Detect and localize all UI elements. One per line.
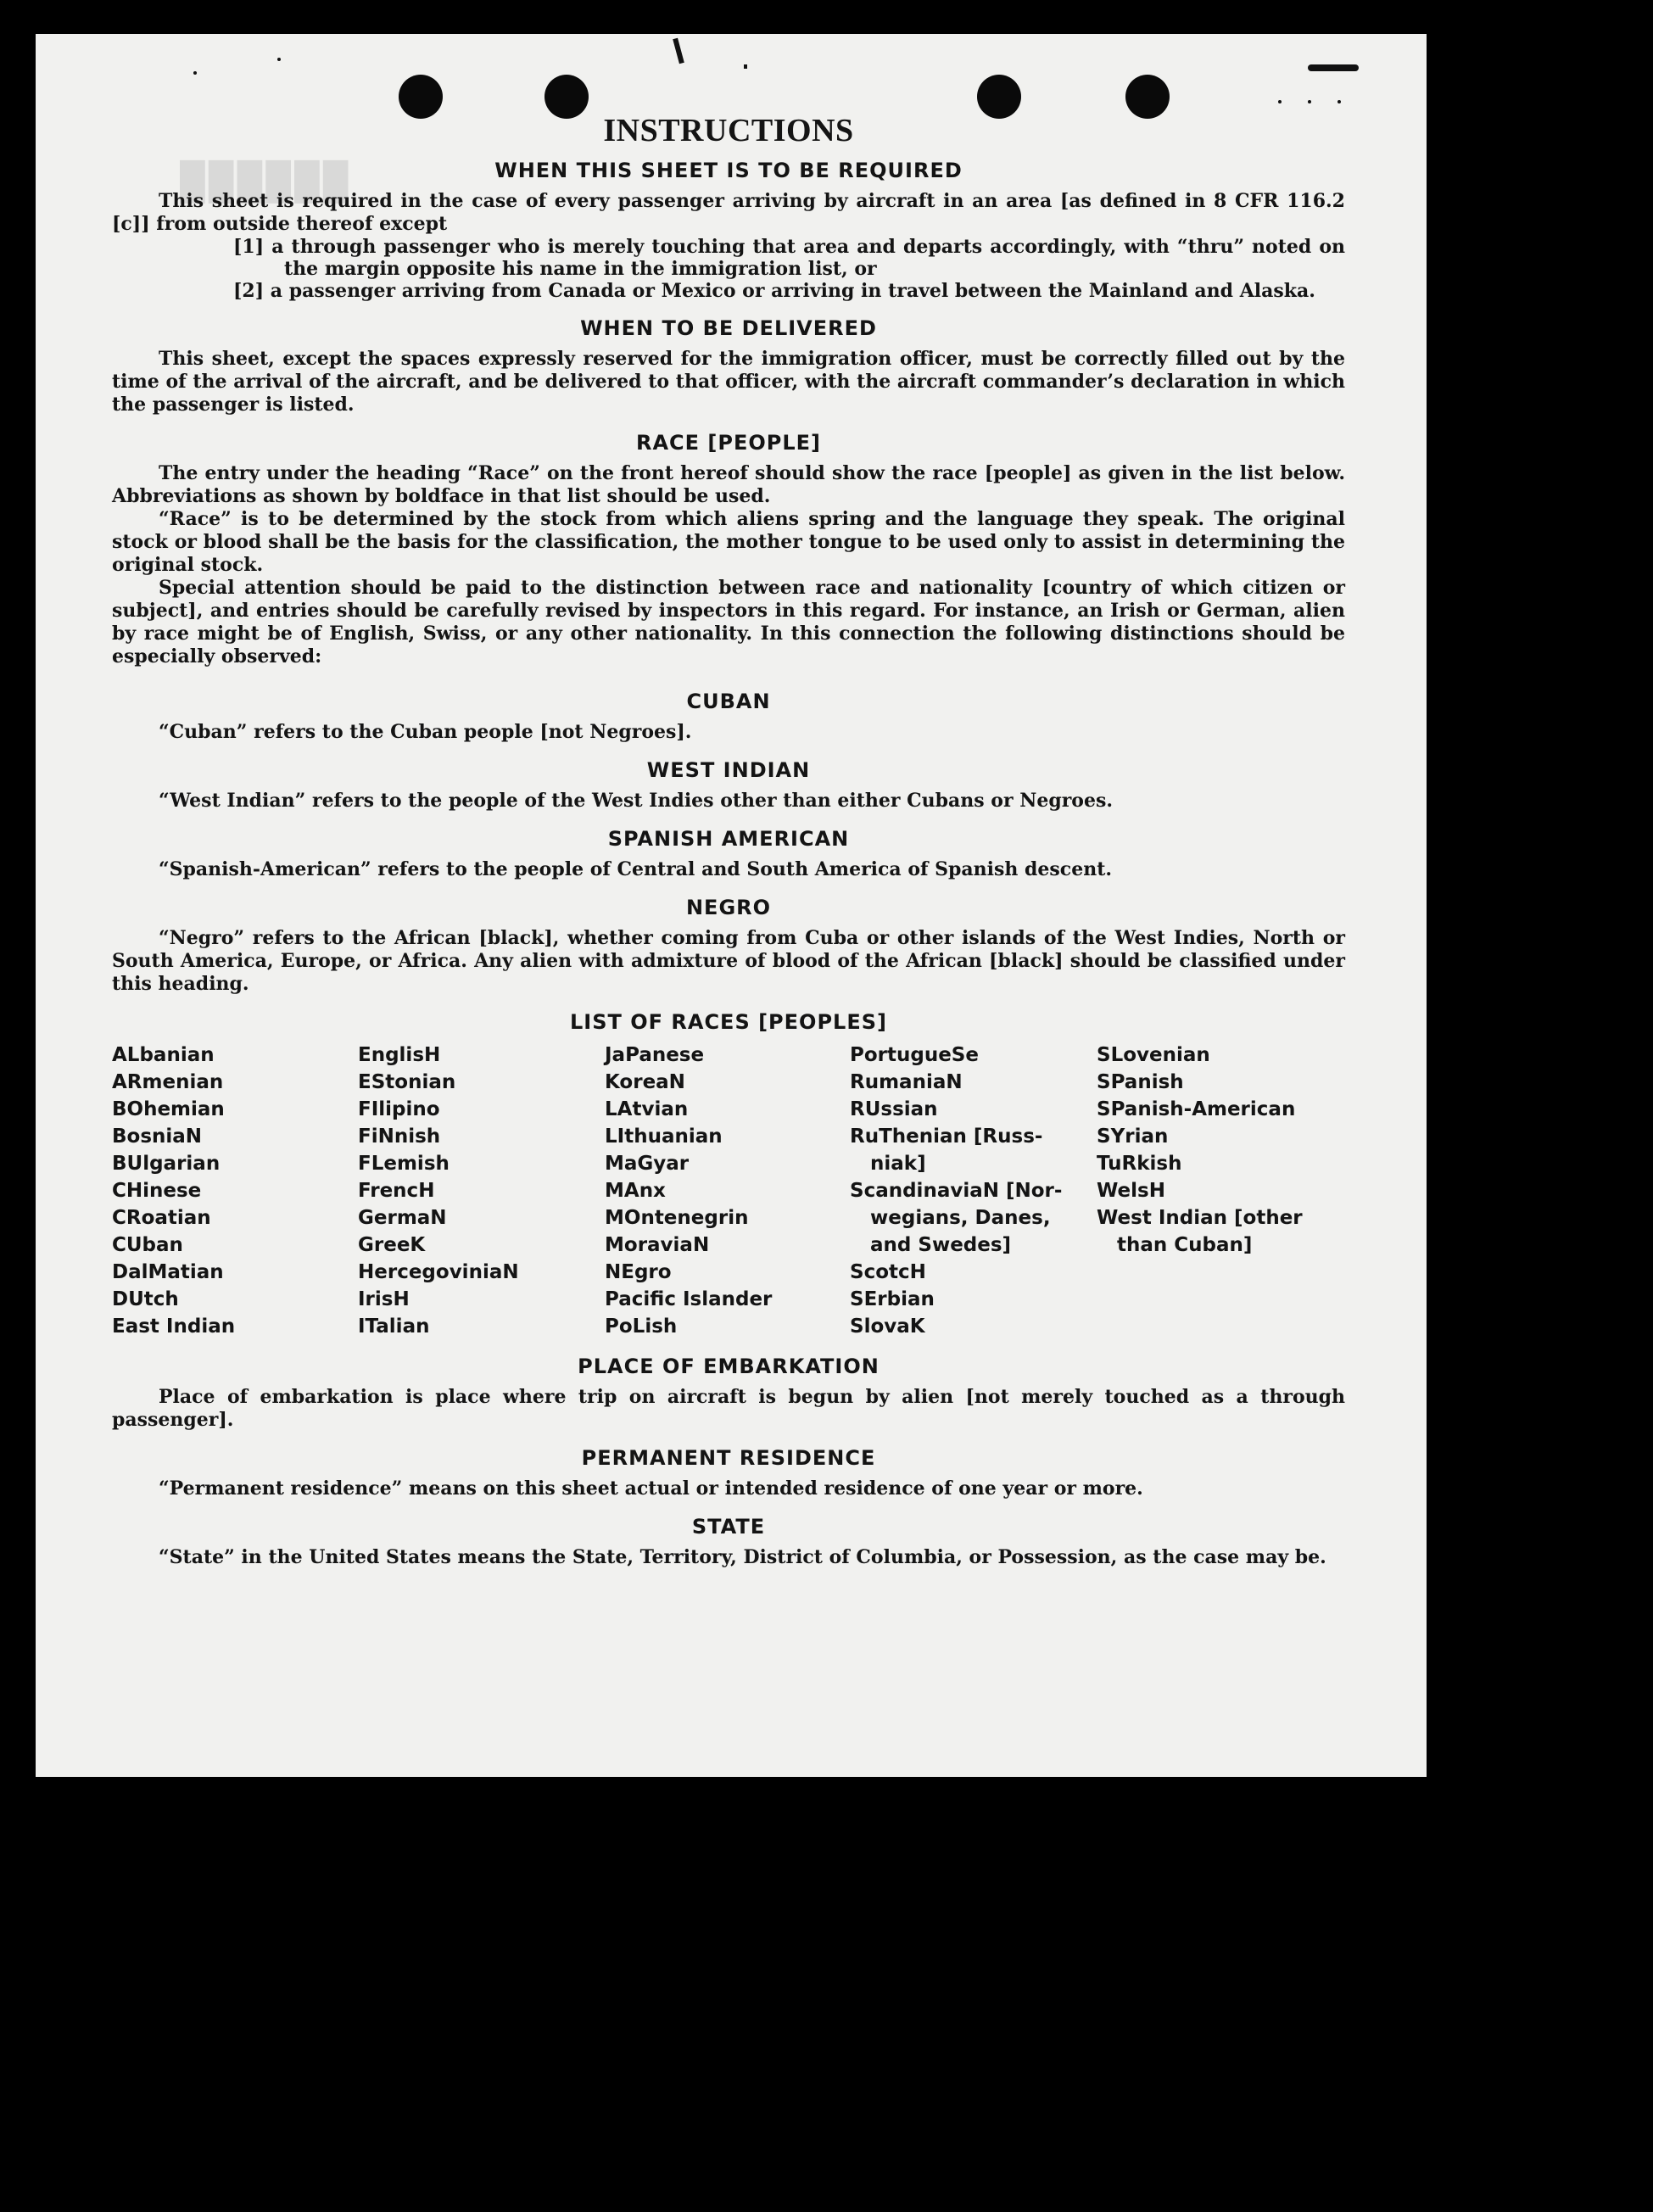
race-entry: PortugueSe <box>850 1044 979 1066</box>
race-entry: IrisH <box>358 1288 410 1310</box>
race-entry: JaPanese <box>605 1044 705 1066</box>
document-sheet <box>36 34 1427 1777</box>
race-entry: RumaniaN <box>850 1071 963 1093</box>
race-column-2 <box>358 1042 605 1340</box>
heading-required: WHEN THIS SHEET IS TO BE REQUIRED <box>494 159 963 182</box>
race-entry: SPanish <box>1097 1071 1184 1093</box>
scan-mark <box>193 71 197 75</box>
race-column-4 <box>850 1042 1097 1340</box>
race-entry: SlovaK <box>850 1315 925 1338</box>
scan-mark <box>1308 64 1359 71</box>
race-entry: niak] <box>850 1153 926 1175</box>
race-entry: BOhemian <box>112 1098 225 1120</box>
race-entry: FIlipino <box>358 1098 440 1120</box>
race-paragraph-3: Special attention should be paid to the distinction between race and nationality [country of which citizen or subject], and entries should be carefully revised by inspectors in this regard. For instance, an Irish or German, alien by race might be of English, Swiss, or any other nationality. In this connection the following distinctions should be especially observed: <box>112 577 1345 668</box>
race-entry: PoLish <box>605 1315 678 1338</box>
heading-embarkation: PLACE OF EMBARKATION <box>578 1355 880 1378</box>
instructions-content <box>112 112 1345 1569</box>
race-entry: WelsH <box>1097 1180 1165 1202</box>
spanish-american-text: “Spanish-American” refers to the people of Central and South America of Spanish descent. <box>159 858 1113 880</box>
race-entry: ITalian <box>358 1315 430 1338</box>
cuban-text: “Cuban” refers to the Cuban people [not Negroes]. <box>159 721 692 743</box>
race-entry: FiNnish <box>358 1126 441 1148</box>
race-entry: and Swedes] <box>850 1234 1012 1256</box>
west-indian-text: “West Indian” refers to the people of the West Indies other than either Cubans or Negroes. <box>159 790 1114 812</box>
race-entry: GermaN <box>358 1207 447 1229</box>
scan-mark <box>673 38 684 64</box>
negro-text: “Negro” refers to the African [black], whether coming from Cuba or other islands of the West Indies, North or South America, Europe, or Africa. Any alien with admixture of blood of the African [black] should be classified under this heading. <box>112 927 1345 995</box>
race-entry: MAnx <box>605 1180 666 1202</box>
race-entry: HercegoviniaN <box>358 1261 519 1283</box>
heading-delivered: WHEN TO BE DELIVERED <box>580 316 877 340</box>
race-entry: NEgro <box>605 1261 672 1283</box>
race-column-1 <box>112 1042 358 1340</box>
heading-west-indian: WEST INDIAN <box>646 758 811 782</box>
race-entry: BUlgarian <box>112 1153 221 1175</box>
scan-mark <box>1278 100 1282 103</box>
required-item-2: [2] a passenger arriving from Canada or Mexico or arriving in travel between the Mainland and Alaska. <box>233 280 1315 302</box>
race-column-5 <box>1097 1042 1343 1340</box>
race-entry: LIthuanian <box>605 1126 723 1148</box>
heading-residence: PERMANENT RESIDENCE <box>581 1446 876 1470</box>
race-entry: EStonian <box>358 1071 456 1093</box>
race-entry: ARmenian <box>112 1071 224 1093</box>
race-entry: Pacific Islander <box>605 1288 773 1310</box>
race-entry: wegians, Danes, <box>850 1207 1051 1229</box>
race-list <box>112 1042 1345 1340</box>
bleed-through-text: ██████ <box>180 162 352 201</box>
heading-race: RACE [PEOPLE] <box>635 431 822 455</box>
race-entry: BosniaN <box>112 1126 203 1148</box>
race-entry: RUssian <box>850 1098 938 1120</box>
delivered-text: This sheet, except the spaces expressly reserved for the immigration officer, must be correctly filled out by the time of the arrival of the aircraft, and be delivered to that officer, with the aircraft commander’s declaration in which the passenger is listed. <box>112 348 1345 416</box>
race-entry: DUtch <box>112 1288 179 1310</box>
race-entry: East Indian <box>112 1315 236 1338</box>
race-entry: LAtvian <box>605 1098 689 1120</box>
heading-list-of-races: LIST OF RACES [PEOPLES] <box>570 1010 887 1034</box>
race-entry: CRoatian <box>112 1207 211 1229</box>
race-entry: SYrian <box>1097 1126 1169 1148</box>
race-paragraph-1: The entry under the heading “Race” on the front hereof should show the race [people] as given in the list below. Abbreviations as shown by boldface in that list should be used. <box>112 462 1345 507</box>
scan-mark <box>277 58 281 61</box>
race-entry: MoraviaN <box>605 1234 710 1256</box>
heading-state: STATE <box>691 1515 766 1539</box>
page-title: INSTRUCTIONS <box>603 113 854 148</box>
race-entry: than Cuban] <box>1097 1234 1253 1256</box>
race-entry: CUban <box>112 1234 183 1256</box>
scan-mark <box>744 64 747 69</box>
race-entry: ALbanian <box>112 1044 215 1066</box>
race-entry: West Indian [other <box>1097 1207 1303 1229</box>
race-entry: TuRkish <box>1097 1153 1182 1175</box>
state-text: “State” in the United States means the State, Territory, District of Columbia, or Possession, as the case may be. <box>159 1546 1326 1568</box>
required-item-1: [1] a through passenger who is merely touching that area and departs accordingly, with “thru” noted on the margin opposite his name in the immigration list, or <box>233 236 1345 280</box>
race-entry: GreeK <box>358 1234 426 1256</box>
race-entry: SErbian <box>850 1288 935 1310</box>
race-paragraph-2: “Race” is to be determined by the stock from which aliens spring and the language they speak. The original stock or blood shall be the basis for the classification, the mother tongue to be used only to assist in determining the original stock. <box>112 508 1345 576</box>
heading-spanish-american: SPANISH AMERICAN <box>607 827 850 851</box>
residence-text: “Permanent residence” means on this sheet actual or intended residence of one year or more. <box>159 1477 1143 1500</box>
race-entry: SPanish-American <box>1097 1098 1296 1120</box>
race-entry: KoreaN <box>605 1071 685 1093</box>
race-entry: MaGyar <box>605 1153 690 1175</box>
race-entry: RuThenian [Russ- <box>850 1126 1043 1148</box>
race-column-3 <box>605 1042 850 1340</box>
race-entry: SLovenian <box>1097 1044 1210 1066</box>
race-entry: CHinese <box>112 1180 202 1202</box>
race-entry: EnglisH <box>358 1044 441 1066</box>
race-entry: FrencH <box>358 1180 435 1202</box>
scan-mark <box>1337 100 1341 103</box>
race-entry: FLemish <box>358 1153 450 1175</box>
scan-mark <box>1308 100 1311 103</box>
race-entry: ScotcH <box>850 1261 926 1283</box>
heading-cuban: CUBAN <box>686 690 771 713</box>
race-entry: DalMatian <box>112 1261 224 1283</box>
race-entry: MOntenegrin <box>605 1207 749 1229</box>
embarkation-text: Place of embarkation is place where trip on aircraft is begun by alien [not merely touched as a through passenger]. <box>112 1386 1345 1431</box>
race-entry: ScandinaviaN [Nor- <box>850 1180 1063 1202</box>
heading-negro: NEGRO <box>685 896 772 919</box>
required-intro: This sheet is required in the case of every passenger arriving by aircraft in an area [as defined in 8 CFR 116.2 [c]] from outside thereof except <box>112 190 1345 235</box>
